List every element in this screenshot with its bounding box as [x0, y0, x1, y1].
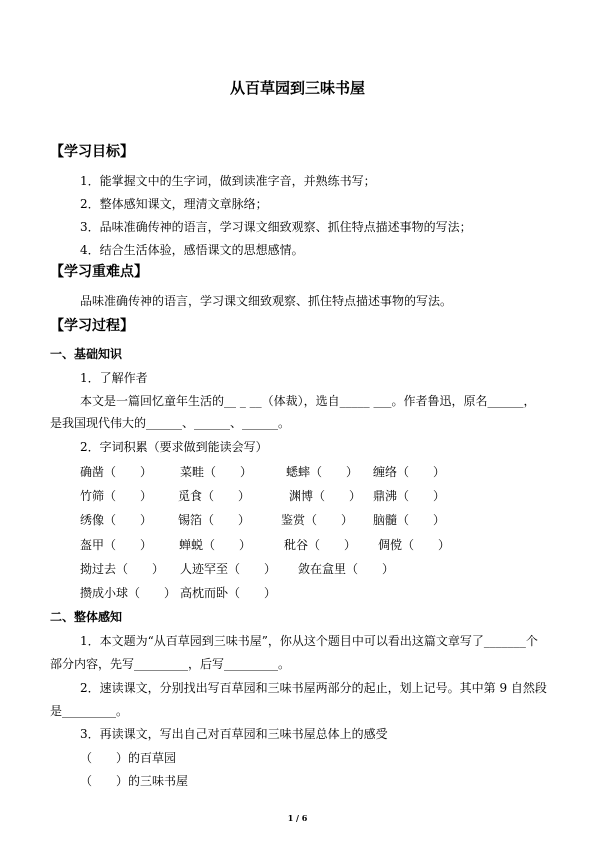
vocab-item: 竹筛（ ）: [80, 489, 153, 503]
vocab-item: 敛在盒里（ ）: [298, 562, 395, 576]
vocab-item: 锡箔（ ）: [178, 513, 251, 527]
vocab-item: 渊博（ ）: [289, 489, 362, 503]
vocab-item: 蟋蟀（ ）: [286, 465, 359, 479]
question-line: 3．再读课文，写出自己对百草园和三味书屋总体上的感受: [80, 727, 388, 741]
vocab-item: 确凿（ ）: [80, 465, 153, 479]
vocab-item: 菜畦（ ）: [180, 465, 253, 479]
question-line: 2．速读课文，分别找出写百草园和三味书屋两部分的起止，划上记号。其中第 9 自然段: [80, 681, 547, 695]
learning-process-heading: 【学习过程】: [50, 318, 134, 334]
vocab-item: 人迹罕至（ ）: [180, 562, 277, 576]
vocab-item: 缠络（ ）: [373, 465, 446, 479]
learning-goal-item: 3．品味准确传神的语言，学习课文细致观察、抓住特点描述事物的写法；: [80, 220, 472, 234]
key-points-heading: 【学习重难点】: [50, 264, 148, 280]
vocab-item: 绣像（ ）: [80, 513, 153, 527]
fill-in-line: 是我国现代伟大的______、______、______。: [50, 416, 291, 430]
vocab-item: 倜傥（ ）: [378, 538, 451, 552]
learning-goal-item: 1．能掌握文中的生字词，做到读准字音，并熟练书写；: [80, 174, 376, 188]
vocab-item: 攒成小球（ ）: [80, 586, 177, 600]
question-label-vocabulary: 2．字词积累（要求做到能读会写）: [80, 440, 268, 454]
vocab-row: [0, 464, 595, 480]
vocab-row: [0, 512, 595, 528]
page-number: 1 / 6: [287, 813, 308, 823]
key-points-text: 品味准确传神的语言，学习课文细致观察、抓住特点描述事物的写法。: [80, 294, 453, 308]
vocab-row: [0, 561, 595, 577]
question-line: 1．本文题为“从百草园到三味书屋”，你从这个题目中可以看出这篇文章写了_______个: [80, 634, 538, 648]
question-label-author: 1．了解作者: [80, 371, 148, 385]
vocab-item: 鉴赏（ ）: [281, 513, 354, 527]
learning-goal-item: 2．整体感知课文，理清文章脉络；: [80, 197, 268, 211]
vocab-item: 高枕而卧（ ）: [180, 586, 277, 600]
vocab-row: [0, 488, 595, 504]
vocab-item: 秕谷（ ）: [284, 538, 357, 552]
vocab-row: [0, 537, 595, 553]
learning-goal-item: 4．结合生活体验，感悟课文的思想感情。: [80, 243, 304, 257]
document-title: 从百草园到三味书屋: [229, 79, 365, 97]
vocab-row: [0, 585, 595, 601]
vocab-item: 盔甲（ ）: [80, 538, 153, 552]
section-heading-overall-perception: 二、整体感知: [50, 610, 123, 624]
vocab-item: 蝉蜕（ ）: [179, 538, 252, 552]
vocab-item: 拗过去（ ）: [80, 562, 165, 576]
question-line: 是_________。: [50, 704, 129, 718]
feeling-blank-line: （ ）的百草园: [80, 751, 177, 765]
vocab-item: 觅食（ ）: [178, 489, 251, 503]
question-line: 部分内容，先写_________，后写_________。: [50, 657, 291, 671]
vocab-item: 鼎沸（ ）: [373, 489, 446, 503]
vocab-item: 脑髓（ ）: [373, 513, 446, 527]
fill-in-line: 本文是一篇回忆童年生活的__ _ __（体裁），选自_____ ___。作者鲁迅，原名______，: [80, 394, 536, 408]
section-heading-basic-knowledge: 一、基础知识: [50, 347, 123, 361]
feeling-blank-line: （ ）的三味书屋: [80, 774, 189, 788]
learning-goals-heading: 【学习目标】: [50, 144, 134, 160]
